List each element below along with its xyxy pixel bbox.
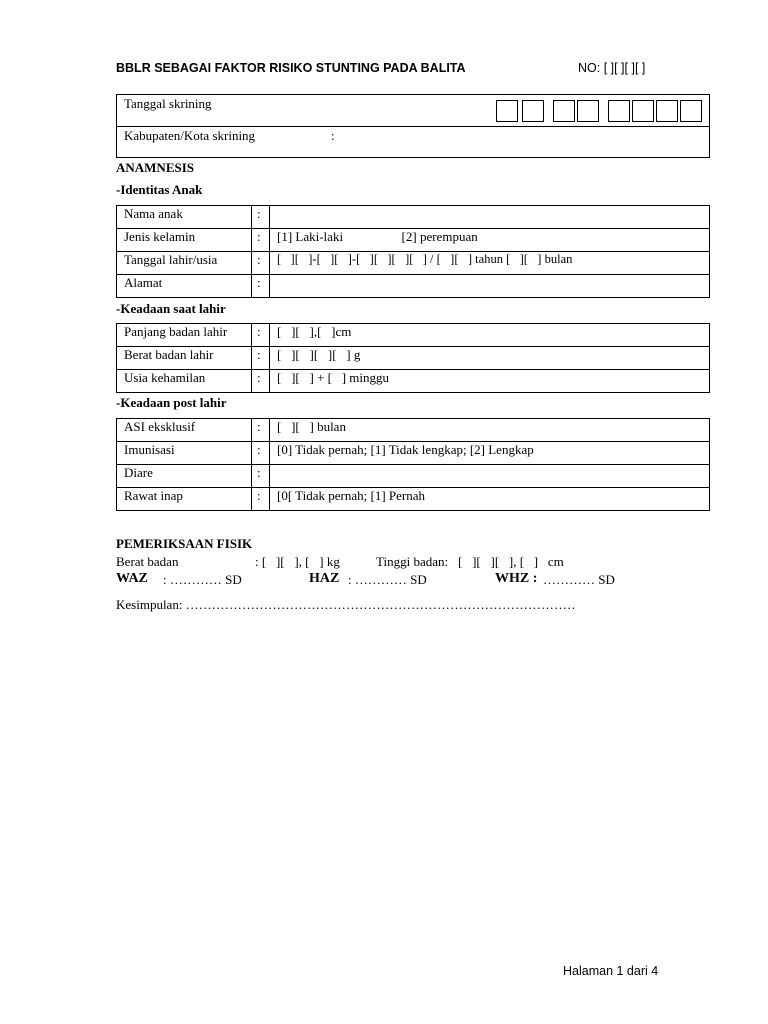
table-row	[117, 347, 710, 370]
height-field[interactable]: [ ][ ][ ], [ ] cm	[458, 554, 564, 569]
field-label: Rawat inap	[117, 488, 252, 511]
date-digit-box[interactable]	[522, 100, 544, 122]
child-identity-heading: -Identitas Anak	[116, 182, 203, 197]
field-colon: :	[252, 252, 270, 275]
table-row	[117, 252, 710, 275]
date-digit-box[interactable]	[680, 100, 702, 122]
haz-field[interactable]: : ………… SD	[348, 572, 427, 587]
whz-field[interactable]: ………… SD	[543, 572, 615, 587]
birth-weight-field[interactable]: [ ][ ][ ][ ] g	[270, 347, 710, 370]
hospitalization-field[interactable]: [0[ Tidak pernah; [1] Pernah	[270, 488, 710, 511]
field-label: Alamat	[117, 275, 252, 298]
field-label: Diare	[117, 465, 252, 488]
screening-box	[116, 94, 710, 158]
anamnesis-heading: ANAMNESIS	[116, 160, 195, 175]
date-digit-box[interactable]	[553, 100, 575, 122]
immunization-field[interactable]: [0] Tidak pernah; [1] Tidak lengkap; [2] Lengkap	[270, 442, 710, 465]
table-row	[117, 206, 710, 229]
date-digit-box[interactable]	[656, 100, 678, 122]
exclusive-breastfeeding-field[interactable]: [ ][ ] bulan	[270, 419, 710, 442]
table-row	[117, 442, 710, 465]
height-label: Tinggi badan:	[376, 554, 449, 569]
haz-label: HAZ	[309, 571, 340, 586]
birth-condition-heading: -Keadaan saat lahir	[116, 301, 226, 316]
screening-district-label: Kabupaten/Kota skrining	[124, 128, 256, 143]
waz-label: WAZ	[116, 571, 148, 586]
date-digit-box[interactable]	[608, 100, 630, 122]
page-number: Halaman 1 dari 4	[563, 964, 659, 978]
table-row	[117, 275, 710, 298]
field-colon: :	[252, 229, 270, 252]
weight-label: Berat badan	[116, 554, 179, 569]
table-row	[117, 370, 710, 393]
waz-field[interactable]: : ………… SD	[163, 572, 242, 587]
field-label: Berat badan lahir	[117, 347, 252, 370]
child-name-field[interactable]	[270, 206, 710, 229]
field-label: Panjang badan lahir	[117, 324, 252, 347]
post-birth-table	[116, 418, 710, 511]
field-label: Nama anak	[117, 206, 252, 229]
field-colon: :	[252, 324, 270, 347]
field-colon: :	[252, 275, 270, 298]
field-label: Imunisasi	[117, 442, 252, 465]
date-digit-box[interactable]	[632, 100, 654, 122]
field-colon: :	[252, 206, 270, 229]
birthdate-age-field[interactable]: [ ][ ]-[ ][ ]-[ ][ ][ ][ ] / [ ][ ] tahun [ ][ ] bulan	[270, 252, 710, 275]
table-row	[117, 488, 710, 511]
field-label: Tanggal lahir/usia	[117, 252, 252, 275]
weight-field[interactable]: : [ ][ ], [ ] kg	[255, 554, 340, 569]
physical-exam-heading: PEMERIKSAAN FISIK	[116, 536, 253, 551]
field-label: ASI eksklusif	[117, 419, 252, 442]
field-colon: :	[252, 488, 270, 511]
field-colon: :	[252, 370, 270, 393]
form-title: BBLR SEBAGAI FAKTOR RISIKO STUNTING PADA BALITA	[116, 61, 466, 75]
gender-field[interactable]: [1] Laki-laki [2] perempuan	[270, 229, 710, 252]
form-number: NO: [ ][ ][ ][ ]	[578, 61, 646, 75]
field-label: Usia kehamilan	[117, 370, 252, 393]
table-row	[117, 465, 710, 488]
field-label: Jenis kelamin	[117, 229, 252, 252]
birth-condition-table	[116, 323, 710, 393]
field-colon: :	[252, 465, 270, 488]
screening-district-colon: :	[331, 128, 335, 143]
conclusion-field[interactable]: Kesimpulan: ………………………………………………………………………………	[116, 597, 576, 612]
diarrhea-field[interactable]	[270, 465, 710, 488]
address-field[interactable]	[270, 275, 710, 298]
field-colon: :	[252, 419, 270, 442]
child-identity-table	[116, 205, 710, 298]
screening-date-label: Tanggal skrining	[124, 96, 212, 111]
field-colon: :	[252, 347, 270, 370]
gestational-age-field[interactable]: [ ][ ] + [ ] minggu	[270, 370, 710, 393]
screening-date-row	[117, 95, 709, 127]
birth-length-field[interactable]: [ ][ ],[ ]cm	[270, 324, 710, 347]
table-row	[117, 419, 710, 442]
date-digit-box[interactable]	[496, 100, 518, 122]
date-digit-box[interactable]	[577, 100, 599, 122]
post-birth-heading: -Keadaan post lahir	[116, 395, 227, 410]
whz-label: WHZ :	[495, 571, 538, 586]
field-colon: :	[252, 442, 270, 465]
table-row	[117, 324, 710, 347]
table-row	[117, 229, 710, 252]
